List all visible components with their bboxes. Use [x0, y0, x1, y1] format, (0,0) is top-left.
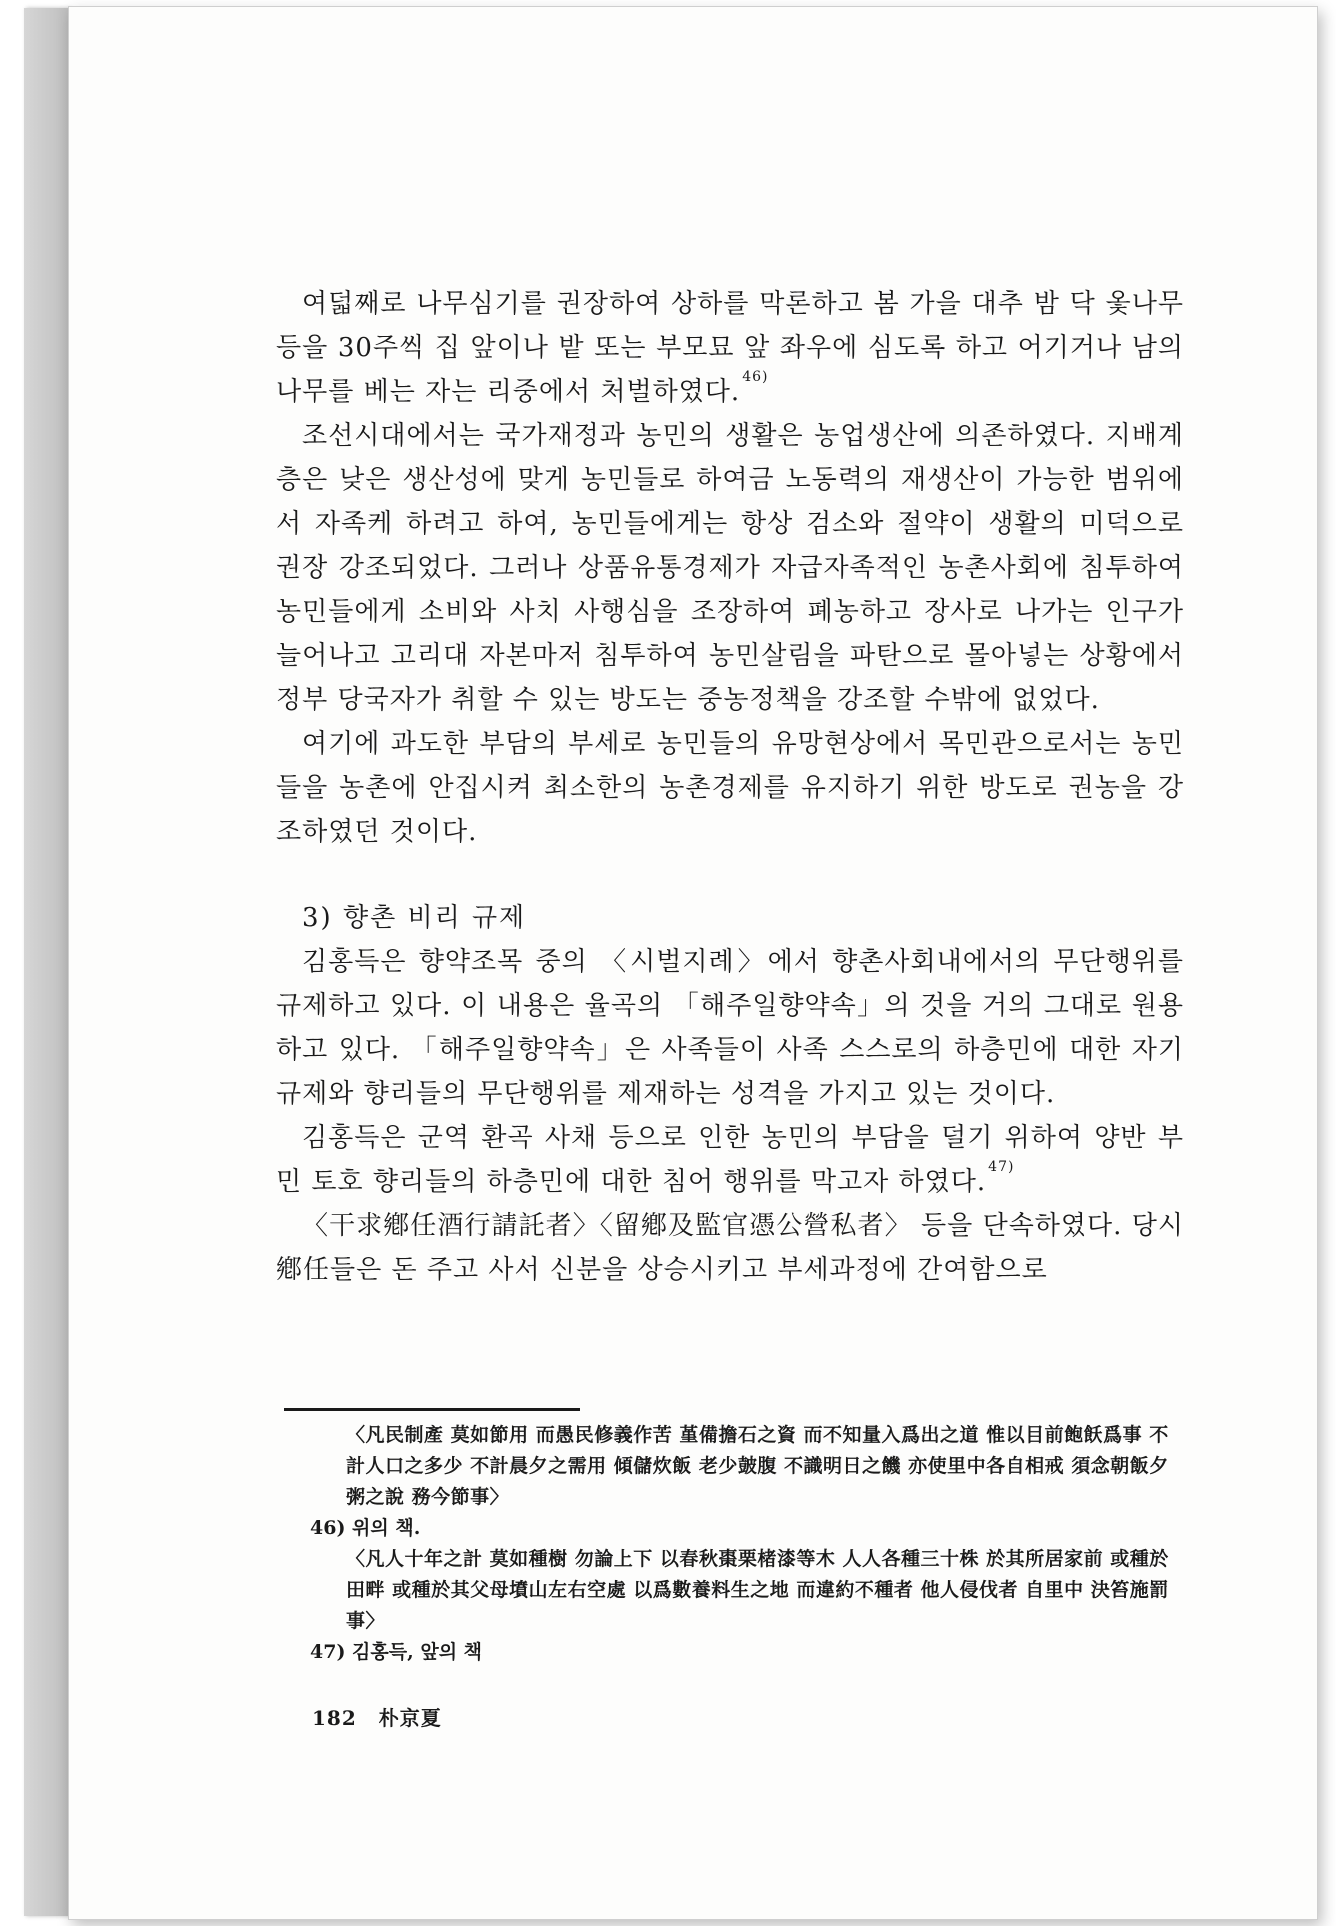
page-number: 182 — [312, 1706, 357, 1730]
paragraph-2: 조선시대에서는 국가재정과 농민의 생활은 농업생산에 의존하였다. 지배계층은 낮은 생산성에 맞게 농민들로 하여금 노동력의 재생산이 가능한 범위에서 자족케 하려고 하여, 농민들에게는 항상 검소와 절약이 생활의 미덕으로 권장 강조되었다. 그러나 상품유통경제가 자급자족적인 농촌사회에 침투하여 농민들에게 소비와 사치 사행심을 조장하여 폐농하고 장사로 나가는 인구가 늘어나고 고리대 자본마저 침투하여 농민살림을 파탄으로 몰아넣는 상황에서 정부 당국자가 취할 수 있는 방도는 중농정책을 강조할 수밖에 없었다. — [276, 421, 1184, 715]
footnote-ref-47: 47) — [988, 1159, 1015, 1175]
footnote-46-label: 46) 위의 책. — [310, 1517, 421, 1539]
paragraph-6: 〈干求鄕任酒行請託者〉〈留鄕及監官憑公營私者〉 등을 단속하였다. 당시 鄕任들은 돈 주고 사서 신분을 상승시키고 부세과정에 간여함으로 — [276, 1211, 1184, 1285]
footnote-divider — [284, 1408, 580, 1411]
paragraph-1 — [276, 282, 1184, 414]
author-name: 朴京夏 — [378, 1706, 442, 1730]
book-spine — [24, 8, 70, 1916]
footnote-46-text: 〈凡人十年之計 莫如種樹 勿論上下 以春秋棗栗楮漆等木 人人各種三十株 於其所居家前 或種於田畔 或種於其父母墳山左右空處 以爲數養料生之地 而違約不種者 他人侵伐者 自里中 決笞施罰事〉 — [346, 1548, 1169, 1632]
paragraph-3: 여기에 과도한 부담의 부세로 농민들의 유망현상에서 목민관으로서는 농민들을 농촌에 안집시켜 최소한의 농촌경제를 유지하기 위한 방도로 권농을 강조하였던 것이다. — [276, 729, 1184, 847]
footnote-45-text: 〈凡民制產 莫如節用 而愚民修義作苦 堇備擔石之資 而不知量入爲出之道 惟以目前飽飫爲事 不計人口之多少 不計晨夕之需用 傾儲炊飯 老少皷腹 不識明日之饑 亦使里中各自相戒 須念朝飯夕粥之說 務今節事〉 — [346, 1424, 1169, 1508]
paragraph-5-text: 김홍득은 군역 환곡 사채 등으로 인한 농민의 부담을 덜기 위하여 양반 부민 토호 향리들의 하층민에 대한 침어 행위를 막고자 하였다. — [276, 1123, 1184, 1197]
footnotes — [310, 1420, 1180, 1668]
paragraph-1-text: 여덟째로 나무심기를 권장하여 상하를 막론하고 봄 가을 대추 밤 닥 옻나무 등을 30주씩 집 앞이나 밭 또는 부모묘 앞 좌우에 심도록 하고 어기거나 남의 나무를 베는 자는 리중에서 처벌하였다. — [276, 289, 1184, 407]
paragraph-4: 김홍득은 향약조목 중의 〈시벌지례〉에서 향촌사회내에서의 무단행위를 규제하고 있다. 이 내용은 율곡의 「해주일향약속」의 것을 거의 그대로 원용하고 있다. 「해주일향약속」은 사족들이 사족 스스로의 하층민에 대한 자기규제와 향리들의 무단행위를 제재하는 성격을 가지고 있는 것이다. — [276, 947, 1184, 1109]
page-footer — [312, 1702, 456, 1731]
footnote-47-label: 47) 김홍득, 앞의 책 — [310, 1641, 483, 1663]
footnote-ref-46: 46) — [742, 369, 769, 385]
main-text — [276, 282, 1184, 1292]
paragraph-5 — [276, 1116, 1184, 1204]
section-heading: 3) 향촌 비리 규제 — [302, 903, 527, 933]
